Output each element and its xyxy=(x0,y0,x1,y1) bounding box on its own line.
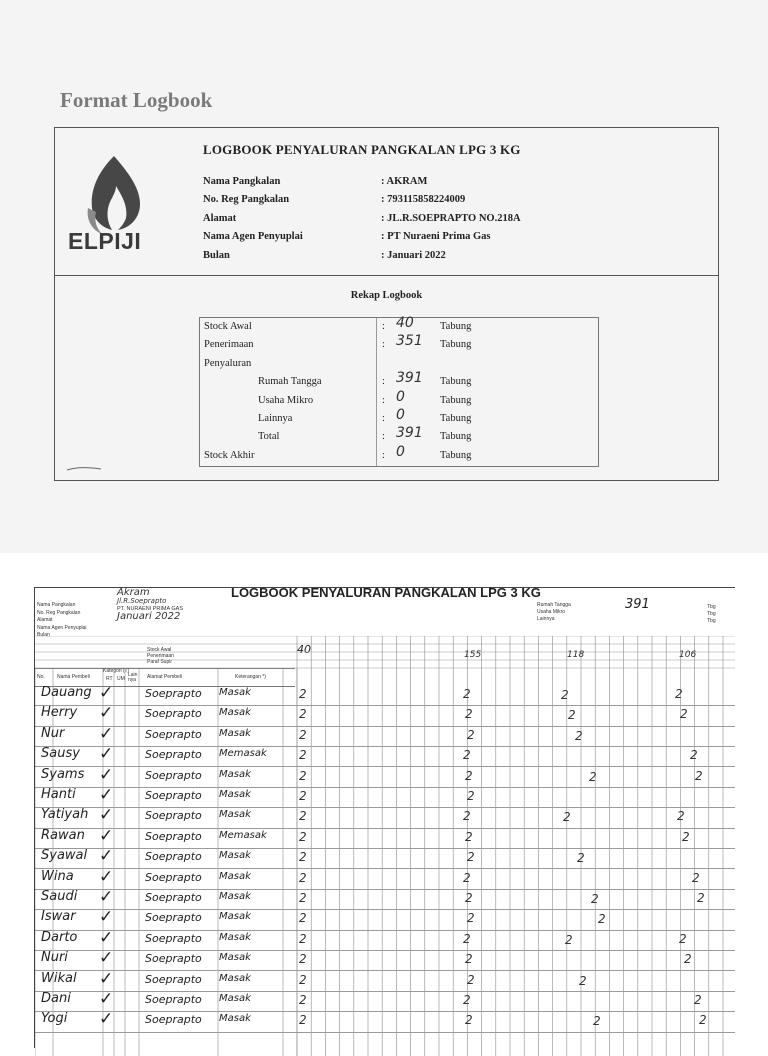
tally-mark: 2 xyxy=(591,892,599,906)
tally-mark: 2 xyxy=(465,952,473,967)
rt-check-mark: ✓ xyxy=(99,989,114,1009)
info-value: : PT Nuraeni Prima Gas xyxy=(381,231,491,243)
tally-mark: 2 xyxy=(299,829,307,844)
rekap-unit: Tabung xyxy=(440,376,472,388)
buyer-keterangan: Masak xyxy=(219,870,251,882)
buyer-name: Wina xyxy=(41,868,74,884)
rekap-unit: Tabung xyxy=(440,431,472,443)
rekap-colon: : xyxy=(382,321,385,332)
unit-label: Tbg xyxy=(707,604,716,610)
sheet-stock-awal-value: 40 xyxy=(297,643,311,656)
table-row xyxy=(35,705,735,726)
buyer-address: Soeprapto xyxy=(145,829,202,843)
sheet-value-alamat: Jl.R.Soeprapto xyxy=(117,597,167,605)
rekap-value: 351 xyxy=(396,333,423,350)
logbook-sheet-page xyxy=(0,553,768,1030)
rekap-value: 391 xyxy=(396,425,423,442)
tally-mark: 2 xyxy=(299,850,307,865)
rekap-label: Stock Akhir xyxy=(204,449,255,461)
buyer-name: Nur xyxy=(41,725,65,741)
sheet-label: No. Reg Pangkalan xyxy=(37,609,81,616)
buyer-name: Dauang xyxy=(41,685,92,700)
buyer-address: Soeprapto xyxy=(145,687,202,700)
tally-mark: 2 xyxy=(463,687,471,701)
logbook-title: LOGBOOK PENYALURAN PANGKALAN LPG 3 KG xyxy=(203,142,521,157)
rekap-label: Total xyxy=(258,431,280,443)
col-no: No. xyxy=(37,674,45,680)
tally-mark: 2 xyxy=(575,728,583,743)
buyer-keterangan: Masak xyxy=(219,687,251,698)
rekap-row xyxy=(200,333,598,354)
rekap-label: Rumah Tangga xyxy=(258,376,322,388)
info-row xyxy=(203,246,521,265)
buyer-address: Soeprapto xyxy=(145,1013,202,1027)
col-ket: Keterangan *) xyxy=(235,674,266,680)
rekap-unit: Tabung xyxy=(440,321,472,332)
tally-mark: 2 xyxy=(299,707,307,722)
table-row xyxy=(35,746,735,767)
tally-mark: 2 xyxy=(467,850,475,865)
buyer-keterangan: Masak xyxy=(219,1013,251,1025)
col-um: UM xyxy=(117,676,125,682)
table-row xyxy=(35,787,735,808)
buyer-name: Yatiyah xyxy=(41,807,89,823)
rekap-table xyxy=(199,317,599,467)
rekap-unit: Tabung xyxy=(440,449,472,461)
sheet-label: Usaha Mikro xyxy=(537,609,566,615)
pen-scribble xyxy=(66,466,102,472)
buyer-address: Soeprapto xyxy=(145,972,202,986)
sheet-label: Bulan xyxy=(37,632,50,638)
buyer-address: Soeprapto xyxy=(145,789,202,802)
table-row xyxy=(35,950,735,971)
info-value: : Januari 2022 xyxy=(381,249,446,261)
rekap-row xyxy=(200,443,598,465)
sheet-label: Paraf Supir xyxy=(147,659,173,665)
info-label: Nama Pangkalan xyxy=(203,175,281,187)
col-rt: RT xyxy=(106,676,113,682)
tally-mark: 2 xyxy=(677,809,685,824)
tally-mark: 2 xyxy=(299,748,307,763)
tally-mark: 2 xyxy=(299,891,307,905)
rt-check-mark: ✓ xyxy=(99,785,114,805)
rekap-colon: : xyxy=(382,376,385,388)
tally-mark: 2 xyxy=(299,972,307,987)
tally-mark: 2 xyxy=(299,993,307,1007)
tally-mark: 2 xyxy=(563,810,571,825)
rekap-colon: : xyxy=(382,413,385,424)
rekap-label: Penerimaan xyxy=(204,339,254,351)
tally-mark: 2 xyxy=(299,768,307,783)
rekap-colon: : xyxy=(382,431,385,443)
format-title: Format Logbook xyxy=(60,88,213,112)
rekap-value: 0 xyxy=(396,443,405,460)
rekap-unit: Tabung xyxy=(440,339,472,351)
buyer-name: Herry xyxy=(41,705,78,721)
table-row xyxy=(35,866,735,890)
tally-mark: 2 xyxy=(463,870,471,885)
buyer-name: Darto xyxy=(41,929,78,945)
rt-check-mark: ✓ xyxy=(99,866,114,887)
tally-mark: 2 xyxy=(299,931,307,946)
tally-mark: 2 xyxy=(299,952,307,967)
info-label: Alamat xyxy=(203,212,237,224)
logbook-header-box xyxy=(54,127,719,481)
tally-mark: 2 xyxy=(299,911,307,926)
info-label: Nama Agen Penyuplai xyxy=(203,231,303,243)
buyer-address: Soeprapto xyxy=(145,993,202,1006)
rekap-colon: : xyxy=(382,394,385,406)
sheet-label: Nama Agen Penyuplai xyxy=(37,624,87,631)
buyer-name: Iswar xyxy=(41,909,76,925)
buyer-name: Saudi xyxy=(41,889,78,904)
buyer-name: Hanti xyxy=(41,787,76,802)
buyer-keterangan: Masak xyxy=(219,850,251,862)
tally-mark: 2 xyxy=(299,687,307,701)
tally-mark: 2 xyxy=(463,931,471,946)
buyer-keterangan: Memasak xyxy=(219,829,267,841)
tally-mark: 2 xyxy=(463,748,471,763)
tally-mark: 2 xyxy=(675,687,683,701)
tally-mark: 2 xyxy=(577,851,585,866)
table-row xyxy=(35,909,735,930)
sheet-label: Rumah Tangga xyxy=(537,602,571,608)
rt-check-mark: ✓ xyxy=(99,907,114,928)
buyer-keterangan: Masak xyxy=(219,972,251,984)
buyer-address: Soeprapto xyxy=(145,891,202,904)
tally-mark: 2 xyxy=(299,1013,307,1028)
table-row xyxy=(35,889,735,910)
sheet-label: Penerimaan xyxy=(147,653,174,659)
info-label: Bulan xyxy=(203,249,230,261)
buyer-name: Sausy xyxy=(41,746,80,762)
rt-check-mark: ✓ xyxy=(99,825,114,846)
buyer-keterangan: Masak xyxy=(219,911,251,923)
info-row xyxy=(203,191,521,210)
table-row xyxy=(35,685,735,706)
rekap-label: Lainnya xyxy=(258,413,293,424)
sheet-label: Nama Pangkalan xyxy=(37,602,76,608)
sheet-label: Stock Awal xyxy=(147,647,172,653)
rekap-value: 391 xyxy=(396,370,423,387)
tally-mark: 2 xyxy=(598,912,606,927)
rekap-label: Penyaluran xyxy=(204,357,252,369)
tally-mark: 2 xyxy=(692,870,700,885)
info-value: : 793115858224009 xyxy=(381,194,466,206)
rt-check-mark: ✓ xyxy=(99,703,114,724)
rekap-value: 40 xyxy=(396,315,414,331)
buyer-address: Soeprapto xyxy=(145,727,202,741)
buyer-keterangan: Masak xyxy=(219,993,251,1004)
buyer-name: Yogi xyxy=(41,1011,68,1027)
buyer-name: Dani xyxy=(41,991,71,1006)
tally-mark: 2 xyxy=(561,688,569,702)
rt-check-mark: ✓ xyxy=(99,805,114,826)
tally-mark: 2 xyxy=(463,809,471,824)
tally-mark: 2 xyxy=(299,727,307,742)
col-alamat: Alamat Pembeli xyxy=(147,674,183,680)
buyer-address: Soeprapto xyxy=(145,707,202,721)
tally-mark: 2 xyxy=(467,911,475,926)
sheet-left-values xyxy=(117,588,183,621)
table-row xyxy=(35,764,735,788)
buyer-keterangan: Masak xyxy=(219,891,251,902)
col-kategori: Kategori (√) xyxy=(103,668,130,674)
tally-mark: 2 xyxy=(690,748,698,763)
sheet-label: Alamat xyxy=(37,617,53,623)
info-value: : AKRAM xyxy=(381,175,428,187)
logbook-sheet xyxy=(34,587,735,1048)
rekap-unit: Tabung xyxy=(440,394,472,406)
sheet-rumah-tangga-value: 391 xyxy=(625,597,650,612)
tally-mark: 2 xyxy=(593,1014,601,1029)
buyer-address: Soeprapto xyxy=(145,748,202,762)
info-value: : JL.R.SOEPRAPTO NO.218A xyxy=(381,212,521,224)
info-row xyxy=(203,228,521,247)
tally-mark: 2 xyxy=(679,931,687,946)
col-nama: Nama Pembeli xyxy=(57,674,90,680)
info-label: No. Reg Pangkalan xyxy=(203,194,290,206)
buyer-name: Nuri xyxy=(41,950,68,966)
delivery-mark: 155 xyxy=(464,650,482,660)
tally-mark: 2 xyxy=(568,708,576,723)
rt-check-mark: ✓ xyxy=(99,744,114,765)
tally-mark: 2 xyxy=(697,891,705,905)
sheet-value-bulan: Januari 2022 xyxy=(117,611,181,622)
sheet-right-labels xyxy=(537,602,571,623)
tally-mark: 2 xyxy=(695,768,703,783)
tally-mark: 2 xyxy=(465,768,473,783)
delivery-mark: 118 xyxy=(567,650,585,660)
buyer-name: Wikal xyxy=(41,970,77,986)
buyer-keterangan: Masak xyxy=(219,931,251,943)
table-row xyxy=(35,927,735,951)
sheet-value-agen: PT. NURAENI PRIMA GAS xyxy=(117,606,184,612)
buyer-address: Soeprapto xyxy=(145,952,202,966)
buyer-address: Soeprapto xyxy=(145,850,202,864)
buyer-keterangan: Masak xyxy=(219,727,251,739)
rekap-colon: : xyxy=(382,339,385,351)
tally-mark: 2 xyxy=(465,707,473,722)
rt-check-mark: ✓ xyxy=(99,1009,114,1030)
rekap-colon: : xyxy=(382,449,385,461)
buyer-name: Syams xyxy=(41,766,85,782)
buyer-name: Syawal xyxy=(41,848,88,864)
rt-check-mark: ✓ xyxy=(99,764,114,785)
table-row xyxy=(35,991,735,1012)
tally-mark: 2 xyxy=(682,829,690,844)
info-row xyxy=(203,172,521,191)
rt-check-mark: ✓ xyxy=(99,723,114,744)
rekap-label: Usaha Mikro xyxy=(258,394,314,406)
tally-mark: 2 xyxy=(465,891,473,905)
table-row xyxy=(35,968,735,992)
tally-mark: 2 xyxy=(299,809,307,824)
rekap-unit: Tabung xyxy=(440,413,472,424)
tally-mark: 2 xyxy=(299,789,307,803)
tally-mark: 2 xyxy=(680,707,688,722)
rekap-value: 0 xyxy=(396,388,405,405)
buyer-keterangan: Memasak xyxy=(219,748,267,760)
sheet-title: LOGBOOK PENYALURAN PANGKALAN LPG 3 KG xyxy=(231,585,541,600)
buyer-address: Soeprapto xyxy=(145,809,202,823)
elpiji-logo-text: ELPIJI xyxy=(68,228,142,254)
sheet-label: Lainnya xyxy=(537,616,555,622)
tally-mark: 2 xyxy=(463,993,471,1007)
sheet-left-labels xyxy=(37,602,86,640)
buyer-keterangan: Masak xyxy=(219,809,251,821)
tally-mark: 2 xyxy=(684,952,692,967)
tally-mark: 2 xyxy=(699,1013,707,1028)
info-row xyxy=(203,209,521,228)
table-row xyxy=(35,825,735,849)
tally-mark: 2 xyxy=(694,993,702,1007)
table-row xyxy=(35,807,735,828)
rt-check-mark: ✓ xyxy=(99,968,114,989)
buyer-address: Soeprapto xyxy=(145,931,202,945)
buyer-keterangan: Masak xyxy=(219,768,251,780)
buyer-address: Soeprapto xyxy=(145,911,202,925)
sheet-value-nama: Akram xyxy=(117,587,150,598)
buyer-keterangan: Masak xyxy=(219,789,251,800)
rekap-label: Stock Awal xyxy=(204,321,252,332)
col-lain: Lain nya xyxy=(128,672,138,683)
tally-mark: 2 xyxy=(579,973,587,988)
rt-check-mark: ✓ xyxy=(99,846,114,867)
table-row xyxy=(35,723,735,747)
table-row xyxy=(35,1011,735,1032)
rekap-value: 0 xyxy=(396,407,405,423)
tally-mark: 2 xyxy=(467,972,475,987)
tally-mark: 2 xyxy=(299,870,307,885)
rt-check-mark: ✓ xyxy=(99,683,114,703)
sheet-right-units xyxy=(707,604,716,625)
rt-check-mark: ✓ xyxy=(99,887,114,907)
rt-check-mark: ✓ xyxy=(99,948,114,969)
pangkalan-info xyxy=(203,172,521,265)
table-row xyxy=(35,848,735,869)
rekap-title: Rekap Logbook xyxy=(350,290,423,301)
buyer-keterangan: Masak xyxy=(219,707,251,719)
unit-label: Tbg xyxy=(707,611,716,617)
buyer-address: Soeprapto xyxy=(145,768,202,782)
tally-mark: 2 xyxy=(565,932,573,947)
tally-mark: 2 xyxy=(467,789,475,803)
buyer-keterangan: Masak xyxy=(219,952,251,964)
rt-check-mark: ✓ xyxy=(99,927,114,948)
tally-mark: 2 xyxy=(465,1013,473,1028)
unit-label: Tbg xyxy=(707,618,716,624)
buyer-address: Soeprapto xyxy=(145,870,202,884)
buyer-name: Rawan xyxy=(41,827,85,843)
tally-mark: 2 xyxy=(465,829,473,844)
tally-mark: 2 xyxy=(467,727,475,742)
section-divider xyxy=(55,275,718,276)
delivery-mark: 106 xyxy=(679,650,697,660)
tally-mark: 2 xyxy=(589,769,597,784)
